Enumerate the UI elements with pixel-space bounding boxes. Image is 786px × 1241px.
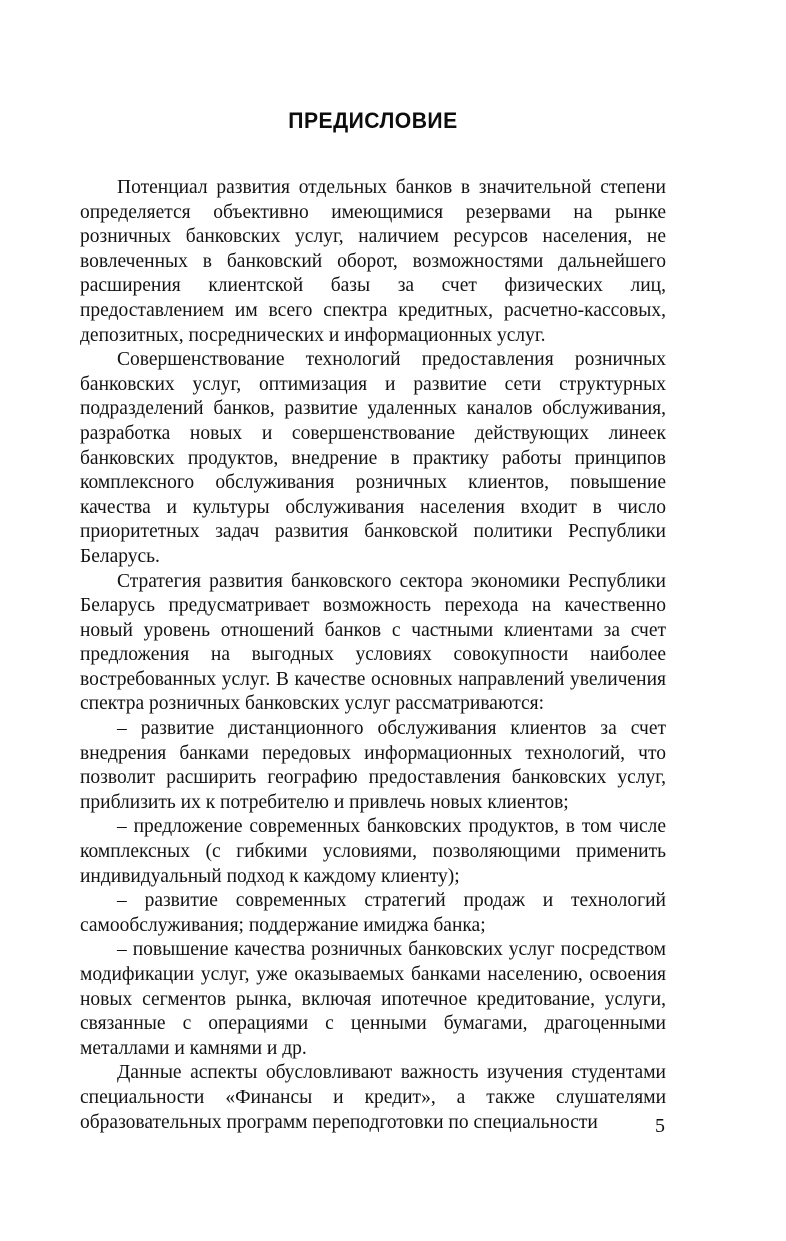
paragraph: Данные аспекты обусловливают важность изучения студентами специальности «Финансы и кредит», а также слушателями образовательных программ переподготовки по специальности [80,1062,666,1133]
page-number: 5 [655,1115,665,1137]
paragraph: – предложение современных банковских продуктов, в том числе комплексных (с гибкими условиями, позволяющими применить индивидуальный подход к каждому клиенту); [80,816,666,887]
page-title: ПРЕДИСЛОВИЕ [288,108,458,133]
paragraph: Стратегия развития банковского сектора экономики Республики Беларусь предусматривает возможность перехода на качественно новый уровень отношений банков с частными клиентами за счет предложения на выгодных условиях совокупности наиболее востребованных услуг. В качестве основных направлений увеличения спектра розничных банковских услуг рассматриваются: [80,570,666,715]
paragraph: – развитие дистанционного обслуживания клиентов за счет внедрения банками передовых информационных технологий, что позволит расширить географию предоставления банковских услуг, приблизить их к потребителю и привлечь новых клиентов; [80,718,666,813]
paragraph: – повышение качества розничных банковских услуг посредством модификации услуг, уже оказываемых банками населению, освоения новых сегментов рынка, включая ипотечное кредитование, услуги, связанные с операциями с ценными бумагами, драгоценными металлами и камнями и др. [80,939,666,1059]
paragraph: – развитие современных стратегий продаж и технологий самообслуживания; поддержание имиджа банка; [80,890,666,936]
body-text [80,176,666,1135]
paragraph: Совершенствование технологий предоставления розничных банковских услуг, оптимизация и развитие сети структурных подразделений банков, развитие удаленных каналов обслуживания, разработка новых и совершенствование действующих линеек банковских продуктов, внедрение в практику работы принципов комплексного обслуживания розничных клиентов, повышение качества и культуры обслуживания населения входит в число приоритетных задач развития банковской политики Республики Беларусь. [80,349,666,567]
paragraph: Потенциал развития отдельных банков в значительной степени определяется объективно имеющимися резервами на рынке розничных банковских услуг, наличием ресурсов населения, не вовлеченных в банковский оборот, возможностями дальнейшего расширения клиентской базы за счет физических лиц, предоставлением им всего спектра кредитных, расчетно-кассовых, депозитных, посреднических и информационных услуг. [80,177,666,346]
content-block [80,0,666,1135]
